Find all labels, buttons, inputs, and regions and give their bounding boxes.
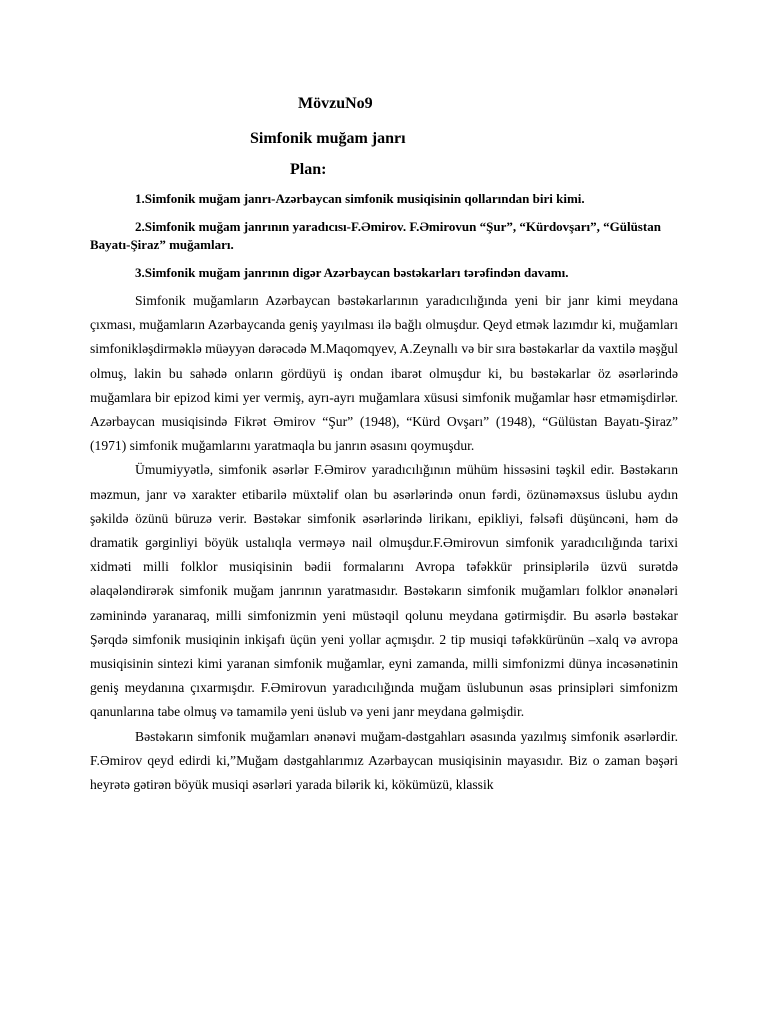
body-text xyxy=(90,289,678,797)
paragraph: Ümumiyyətlə, simfonik əsərlər F.Əmirov yaradıcılığının mühüm hissəsini təşkil edir. Bəstəkarın məzmun, janr və xarakter etibarilə müxtəlif olan bu əsərlərində onun fərdi, özünəməxsus üslubu aydın şəkildə özünü büruzə verir. Bəstəkar simfonik əsərlərində lirikanı, epikliyi, fəlsəfi düşüncəni, həm də dramatik gərginliyi böyük ustalıqla verməyə nail olmuşdur.F.Əmirovun simfonik yaradıcılığında tarixi xidməti milli folklor musiqisinin bədii formalarını Avropa təfəkkür prinsiplərilə üzvü surətdə əlaqələndirərək simfonik muğam janrının yaratmasıdır. Bəstəkarın simfonik muğamları folklor ənənələri zəminində yaranaraq, milli simfonizmin yeni müstəqil qolunu meydana gətirmişdir. Bu əsərlə bəstəkar Şərqdə simfonik musiqinin inkişafı üçün yeni yollar açmışdır. 2 tip musiqi təfəkkürünün –xalq və avropa musiqisinin sintezi kimi yaranan simfonik muğamlar, eyni zamanda, milli simfonizmi dünya incəsənətinin geniş meydanına çıxarmışdır. F.Əmirovun yaradıcılığında muğam üslubunun əsas prinsipləri simfonizm qanunlarına tabe olmuş və tamamilə yeni üslub və yeni janr meydana gəlmişdir. xyxy=(90,462,678,720)
paragraph: Bəstəkarın simfonik muğamları ənənəvi muğam-dəstgahları əsasında yazılmış simfonik əsərlərdir. F.Əmirov qeyd edirdi ki,”Muğam dəstgahlarımız Azərbaycan musiqisinin mayasıdır. Biz o zaman bəşəri heyrətə gətirən böyük musiqi əsərləri yarada bilərik ki, kökümüzü, klassik xyxy=(90,728,678,793)
plan-item: 2.Simfonik muğam janrının yaradıcısı-F.Əmirov. F.Əmirovun “Şur”, “Kürdovşarı”, “Gülüstan Bayatı-Şiraz” muğamları. xyxy=(90,219,661,252)
page-title: Simfonik muğam janrı xyxy=(250,130,406,147)
plan-item: 3.Simfonik muğam janrının digər Azərbaycan bəstəkarları tərəfindən davamı. xyxy=(135,265,569,280)
topic-heading: MövzuNo9 xyxy=(298,95,373,112)
paragraph: Simfonik muğamların Azərbaycan bəstəkarlarının yaradıcılığında yeni bir janr kimi meydana çıxması, muğamların Azərbaycanda geniş yayılması ilə bağlı olmuşdur. Qeyd etmək lazımdır ki, muğamları simfonikləşdirməklə müəyyən dərəcədə M.Maqomqyev, A.Zeynallı və bir sıra bəstəkarlar da vaxtilə məşğul olmuş, lakin bu sahədə onların gördüyü iş ondan ibarət olmuşdur ki, bu bəstəkarlar öz əsərlərində muğamlara bir epizod kimi yer vermiş, ayrı-ayrı muğamlara xüsusi simfonik muğamlar həsr etməmişdirlər. Azərbaycan musiqisində Fikrət Əmirov “Şur” (1948), “Kürd Ovşarı” (1948), “Gülüstan Bayatı-Şiraz” (1971) simfonik muğamlarını yaratmaqla bu janrın əsasını qoymuşdur. xyxy=(90,293,678,454)
plan-item: 1.Simfonik muğam janrı-Azərbaycan simfonik musiqisinin qollarından biri kimi. xyxy=(135,191,585,206)
plan-heading: Plan: xyxy=(290,161,327,178)
